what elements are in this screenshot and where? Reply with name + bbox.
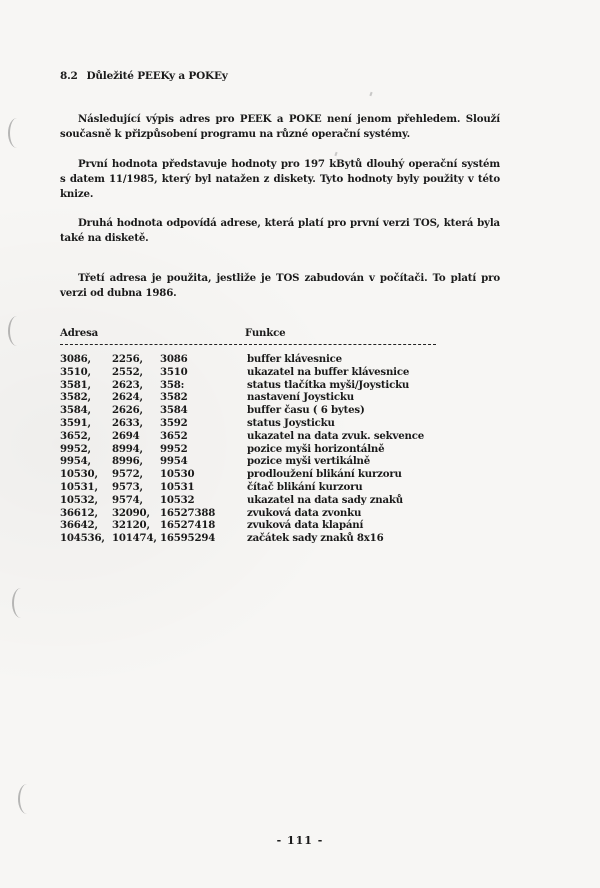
table-row xyxy=(60,519,440,532)
address-first-tos: 9572, xyxy=(112,468,143,481)
address-disk-tos: 3510, xyxy=(60,365,91,378)
table-body xyxy=(60,353,440,545)
address-rom-tos: 358: xyxy=(160,378,185,391)
function-description: prodloužení blikání kurzoru xyxy=(247,468,402,481)
column-header-function: Funkce xyxy=(245,327,286,339)
address-disk-tos: 10531, xyxy=(60,480,98,493)
table-row xyxy=(60,404,440,417)
header-divider xyxy=(60,344,436,345)
table-row xyxy=(60,494,440,507)
address-first-tos: 2633, xyxy=(112,416,143,429)
address-first-tos: 2552, xyxy=(112,365,143,378)
address-disk-tos: 3584, xyxy=(60,404,91,417)
function-description: pozice myši vertikálně xyxy=(247,455,371,468)
table-header xyxy=(60,327,440,341)
address-disk-tos: 10532, xyxy=(60,493,98,506)
column-header-address: Adresa xyxy=(60,327,99,339)
function-description: čítač blikání kurzoru xyxy=(247,480,363,493)
address-table xyxy=(60,327,440,545)
punch-hole-mark xyxy=(18,784,36,814)
address-rom-tos: 9954 xyxy=(160,455,188,468)
function-description: status Joysticku xyxy=(247,416,335,429)
address-rom-tos: 3584 xyxy=(160,404,188,417)
table-row xyxy=(60,507,440,520)
table-row xyxy=(60,366,440,379)
address-rom-tos: 3652 xyxy=(160,429,188,442)
address-rom-tos: 3086 xyxy=(160,353,188,365)
address-rom-tos: 3592 xyxy=(160,416,188,429)
paragraph: První hodnota představuje hodnoty pro 197 kBytů dlouhý operační systém s datem 11/1985, který byl natažen z diskety. Tyto hodnoty byly použity v této knize. xyxy=(60,158,500,200)
table-row xyxy=(60,443,440,456)
address-rom-tos: 9952 xyxy=(160,442,188,455)
section-heading xyxy=(60,70,228,82)
table-row xyxy=(60,532,440,545)
punch-hole-mark xyxy=(8,316,26,346)
punch-hole-mark xyxy=(12,588,30,618)
address-disk-tos: 3581, xyxy=(60,378,91,391)
address-disk-tos: 36612, xyxy=(60,506,98,519)
section-number: 8.2 xyxy=(60,70,78,82)
address-disk-tos: 9954, xyxy=(60,455,91,468)
function-description: status tlačítka myši/Joysticku xyxy=(247,378,410,391)
address-rom-tos: 3582 xyxy=(160,391,188,404)
table-row xyxy=(60,468,440,481)
address-first-tos: 32090, xyxy=(112,506,150,519)
paragraph: Druhá hodnota odpovídá adrese, která platí pro první verzi TOS, která byla také na disketě. xyxy=(60,217,500,244)
address-rom-tos: 3510 xyxy=(160,365,188,378)
section-title: Důležité PEEKy a POKEy xyxy=(86,70,228,82)
table-row xyxy=(60,417,440,430)
address-rom-tos: 16527388 xyxy=(160,506,216,519)
paper-speck xyxy=(369,92,372,96)
address-disk-tos: 10530, xyxy=(60,468,98,481)
address-disk-tos: 9952, xyxy=(60,442,91,455)
table-row xyxy=(60,455,440,468)
address-first-tos: 8994, xyxy=(112,442,143,455)
address-first-tos: 8996, xyxy=(112,455,143,468)
table-row xyxy=(60,481,440,494)
function-description: ukazatel na buffer klávesnice xyxy=(247,365,410,378)
paragraph: Následující výpis adres pro PEEK a POKE není jenom přehledem. Slouží současně k přizpůsobení programu na různé operační systémy. xyxy=(60,113,500,140)
function-description: pozice myši horizontálně xyxy=(247,442,385,455)
address-first-tos: 2624, xyxy=(112,391,143,404)
address-disk-tos: 3652, xyxy=(60,429,91,442)
address-first-tos: 9573, xyxy=(112,480,143,493)
table-row xyxy=(60,391,440,404)
paragraph: Třetí adresa je použita, jestliže je TOS zabudován v počítači. To platí pro verzi od dubna 1986. xyxy=(60,272,500,299)
address-first-tos: 2626, xyxy=(112,404,143,417)
address-first-tos: 101474, xyxy=(112,532,157,545)
punch-hole-mark xyxy=(8,118,26,148)
function-description: nastavení Joysticku xyxy=(247,391,354,404)
address-rom-tos: 16527418 xyxy=(160,519,216,532)
page-number: - 111 - xyxy=(276,834,324,847)
address-first-tos: 2623, xyxy=(112,378,143,391)
address-rom-tos: 16595294 xyxy=(160,532,216,545)
table-row xyxy=(60,353,440,366)
address-disk-tos: 3591, xyxy=(60,416,91,429)
address-rom-tos: 10530 xyxy=(160,468,195,481)
table-row xyxy=(60,379,440,392)
address-first-tos: 32120, xyxy=(112,519,150,532)
paper-speck xyxy=(334,152,337,156)
address-first-tos: 2256, xyxy=(112,353,143,365)
address-disk-tos: 104536, xyxy=(60,532,105,545)
function-description: zvuková data zvonku xyxy=(247,506,362,519)
address-rom-tos: 10531 xyxy=(160,480,195,493)
function-description: buffer klávesnice xyxy=(247,353,342,365)
function-description: ukazatel na data zvuk. sekvence xyxy=(247,429,425,442)
address-disk-tos: 3086, xyxy=(60,353,91,365)
function-description: začátek sady znaků 8x16 xyxy=(247,532,384,545)
address-first-tos: 2694 xyxy=(112,429,140,442)
function-description: buffer času ( 6 bytes) xyxy=(247,404,365,417)
address-disk-tos: 3582, xyxy=(60,391,91,404)
table-row xyxy=(60,430,440,443)
address-rom-tos: 10532 xyxy=(160,493,195,506)
function-description: ukazatel na data sady znaků xyxy=(247,493,403,506)
function-description: zvuková data klapání xyxy=(247,519,364,532)
address-disk-tos: 36642, xyxy=(60,519,98,532)
address-first-tos: 9574, xyxy=(112,493,143,506)
